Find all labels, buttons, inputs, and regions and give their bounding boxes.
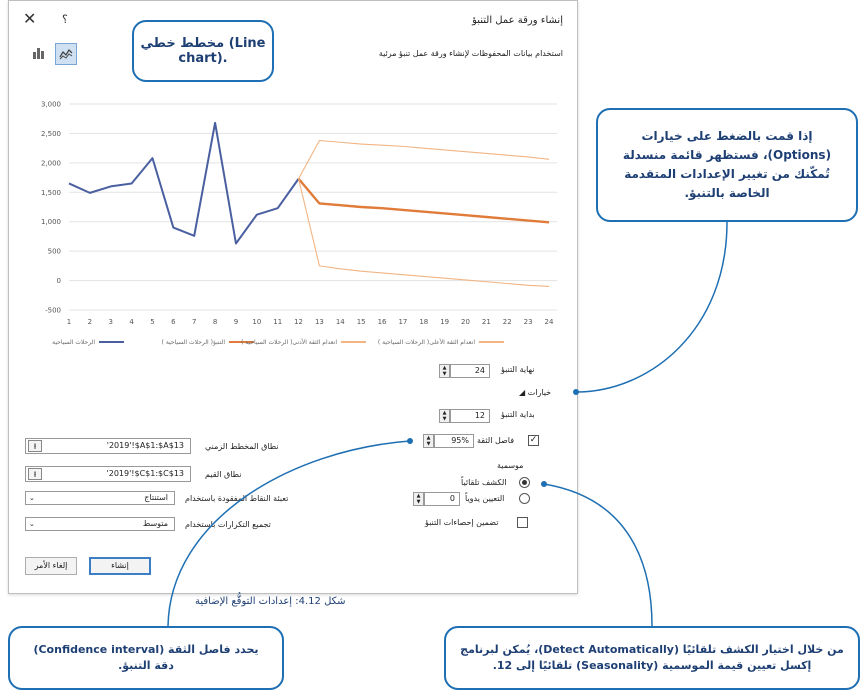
line-chart-callout: [132, 20, 274, 82]
x-tick-label: 15: [356, 318, 366, 326]
forecast-end-label: نهاية التنبؤ: [501, 365, 535, 374]
x-tick-label: 14: [335, 318, 345, 326]
y-tick-label: 0: [56, 277, 61, 286]
x-tick-label: 17: [398, 318, 408, 326]
options-callout-text: إذا قمت بالضغط على خيارات (Options)، فستظهر قائمة منسدلة تُمكّنك من تغيير الإعدادات المتقدمة الخاصة بالتنبؤ.: [622, 128, 832, 201]
detect-auto-radio[interactable]: [519, 477, 530, 488]
column-chart-icon: [32, 46, 46, 60]
x-tick-label: 21: [481, 318, 491, 326]
x-tick-label: 24: [544, 318, 554, 326]
help-icon[interactable]: ؟: [62, 13, 68, 26]
collapse-ref-icon[interactable]: ⭱: [28, 468, 42, 480]
x-tick-label: 13: [314, 318, 324, 326]
aggregate-label: تجميع التكرارات باستخدام: [185, 520, 271, 529]
spin-up-icon: ▲: [416, 493, 421, 499]
y-tick-label: 2,500: [40, 129, 61, 138]
spin-down-icon: ▼: [416, 499, 421, 505]
x-tick-label: 8: [212, 318, 218, 326]
x-tick-label: 6: [171, 318, 176, 326]
y-tick-label: 3,000: [40, 100, 61, 109]
y-tick-label: -500: [45, 306, 61, 315]
legend-label: الرحلات السياحية: [52, 339, 95, 346]
expand-triangle-icon: ◢: [519, 388, 526, 397]
confidence-checkbox[interactable]: ✓: [529, 435, 538, 445]
y-tick-label: 1,000: [40, 218, 61, 227]
forecast-end-input[interactable]: 24: [450, 364, 490, 378]
values-range-value: '2019'!$C$1:$C$13: [106, 469, 184, 478]
forecast-chart: [9, 86, 577, 351]
legend-label: التنبؤ( الرحلات السياحية ): [161, 339, 225, 346]
legend-label: انعدام الثقة الأعلى( الرحلات السياحية ): [377, 339, 475, 346]
spin-down-icon: ▼: [442, 416, 447, 422]
x-tick-label: 22: [502, 318, 512, 326]
chevron-down-icon: ⌄: [29, 494, 35, 502]
x-tick-label: 12: [294, 318, 304, 326]
forecast-dialog: [8, 0, 578, 594]
line-chart-icon: [59, 47, 73, 61]
timeline-range-label: نطاق المخطط الزمني: [205, 442, 279, 451]
confidence-callout: [8, 626, 284, 690]
dialog-subtitle: استخدام بيانات المحفوظات لإنشاء ورقة عمل تنبؤ مرئية: [378, 49, 563, 58]
manual-seasonality-spinner[interactable]: [413, 492, 424, 506]
x-tick-label: 18: [419, 318, 429, 326]
values-range-label: نطاق القيم: [205, 470, 242, 479]
spin-down-icon: ▼: [442, 371, 447, 377]
timeline-range-field[interactable]: [25, 438, 191, 454]
detect-auto-label: الكشف تلقائياً: [461, 478, 507, 487]
forecast-start-spinner[interactable]: [439, 409, 450, 423]
fill-missing-label: تعبئة النقاط المفقودة باستخدام: [185, 494, 289, 503]
forecast-start-label: بداية التنبؤ: [501, 410, 535, 419]
confidence-callout-text: يحدد فاصل الثقة (Confidence interval) دقة التنبؤ.: [33, 642, 259, 672]
legend-label: انعدام الثقة الأدنى( الرحلات السياحية ): [241, 339, 337, 346]
fill-missing-value: استنتاج: [144, 493, 168, 502]
x-tick-label: 3: [108, 318, 113, 326]
spin-up-icon: ▲: [442, 365, 447, 371]
spin-up-icon: ▲: [442, 410, 447, 416]
fill-missing-select[interactable]: [25, 491, 175, 505]
x-tick-label: 2: [87, 318, 93, 326]
x-tick-label: 19: [440, 318, 450, 326]
y-tick-label: 500: [47, 247, 61, 256]
set-manual-radio[interactable]: [519, 493, 530, 504]
x-tick-label: 10: [252, 318, 262, 326]
options-label: خيارات: [527, 388, 552, 397]
series-line-2: [299, 179, 549, 223]
column-chart-button[interactable]: [29, 43, 49, 63]
cancel-button[interactable]: إلغاء الأمر: [25, 557, 77, 575]
manual-seasonality-input[interactable]: 0: [424, 492, 460, 506]
y-tick-label: 2,000: [40, 159, 61, 168]
series-line-1: [69, 123, 299, 244]
x-tick-label: 7: [191, 318, 197, 326]
x-tick-label: 9: [233, 318, 239, 326]
include-stats-checkbox[interactable]: [517, 517, 528, 528]
collapse-ref-icon[interactable]: ⭱: [28, 440, 42, 452]
x-tick-label: 11: [273, 318, 283, 326]
create-button[interactable]: إنشاء: [89, 557, 151, 575]
x-tick-label: 20: [461, 318, 470, 326]
x-tick-label: 16: [377, 318, 387, 326]
options-toggle[interactable]: [519, 388, 551, 397]
line-chart-button[interactable]: [55, 43, 77, 65]
confidence-input[interactable]: 95%: [434, 434, 474, 448]
chevron-down-icon: ⌄: [29, 520, 35, 528]
confidence-spinner[interactable]: [423, 434, 434, 448]
forecast-end-spinner[interactable]: [439, 364, 450, 378]
spin-up-icon: ▲: [426, 435, 431, 441]
confidence-label: فاصل الثقة: [477, 436, 515, 445]
seasonality-callout-text: من خلال اختيار الكشف تلقائيًا (Detect Automatically)، يُمكن لبرنامج إكسل تعيين قيمة الموسمية (Seasonality) تلقائيًا إلى 12.: [460, 642, 844, 672]
timeline-range-value: '2019'!$A$1:$A$13: [106, 441, 184, 450]
options-connector: [576, 222, 727, 392]
spin-down-icon: ▼: [426, 441, 431, 447]
x-tick-label: 1: [66, 318, 72, 326]
aggregate-select[interactable]: [25, 517, 175, 531]
figure-caption: شكل 4.12: إعدادات التوقُّع الإضافية: [195, 596, 346, 607]
forecast-start-input[interactable]: 12: [450, 409, 490, 423]
options-callout: [596, 108, 858, 222]
close-icon[interactable]: ✕: [23, 9, 37, 28]
series-line-4: [299, 140, 549, 178]
dialog-title: إنشاء ورقة عمل التنبؤ: [472, 15, 563, 26]
line-chart-callout-text: مخطط خطي (Line chart).: [140, 36, 266, 66]
series-line-3: [299, 179, 549, 287]
y-tick-label: 1,500: [40, 188, 61, 197]
x-tick-label: 5: [150, 318, 155, 326]
x-tick-label: 23: [523, 318, 533, 326]
seasonality-callout: [444, 626, 860, 690]
set-manual-label: التعيين يدوياً: [465, 494, 505, 503]
values-range-field[interactable]: [25, 466, 191, 482]
aggregate-value: متوسط: [142, 519, 168, 528]
seasonality-label: موسمية: [497, 461, 524, 470]
include-stats-label: تضمين إحصاءات التنبؤ: [425, 518, 499, 527]
x-tick-label: 4: [129, 318, 134, 326]
